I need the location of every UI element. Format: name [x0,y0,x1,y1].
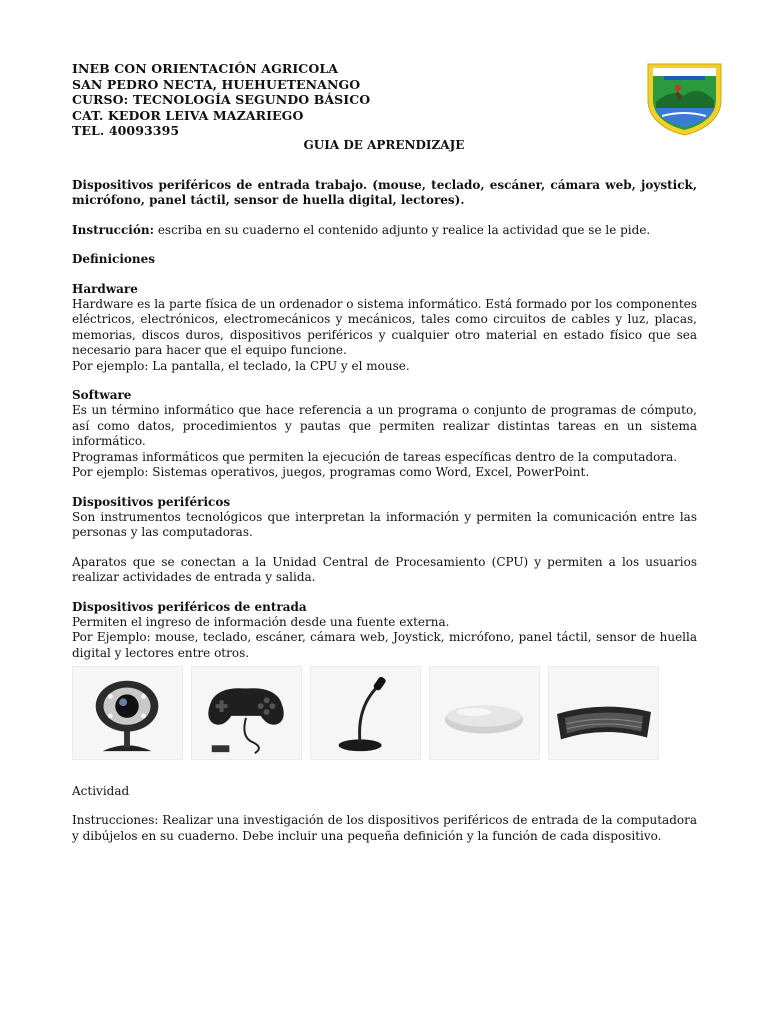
activity-instructions: Instrucciones: Realizar una investigación de los dispositivos periféricos de entrada de la computadora y dibújelos en su cuaderno. Debe incluir una pequeña definición y la función de cada dispositivo. [72,813,697,843]
activity-heading: Actividad [72,784,130,798]
instruction-paragraph [72,223,697,238]
header-line-course: CURSO: TECNOLOGÍA SEGUNDO BÁSICO [72,92,371,107]
document-body [72,178,697,661]
instruction-label: Instrucción: [72,222,155,237]
gamepad-icon [191,666,302,760]
school-crest-icon [642,60,727,137]
peripherals-heading: Dispositivos periféricos [72,494,231,509]
hardware-text: Hardware es la parte física de un ordenador o sistema informático. Está formado por los componentes eléctricos, electrónicos, electromecánicos y mecánicos, tales como circuitos de cables y luz, placas, memorias, discos duros, dispositivos periféricos y cualquier otro material en estado físico que sea necesario para hacer que el equipo funcione. [72,297,697,358]
hardware-heading: Hardware [72,281,138,296]
webcam-icon [72,666,183,760]
input-peripherals-example: Por Ejemplo: mouse, teclado, escáner, cámara web, Joystick, micrófono, panel táctil, sensor de huella digital y lectores entre otros. [72,630,697,660]
software-example: Por ejemplo: Sistemas operativos, juegos, programas como Word, Excel, PowerPoint. [72,465,590,480]
header-line-location: SAN PEDRO NECTA, HUEHUETENANGO [72,76,361,92]
software-text-2: Programas informáticos que permiten la ejecución de tareas específicas dentro de la computadora. [72,449,678,464]
device-photo-gallery [72,664,664,764]
input-peripherals-text: Permiten el ingreso de información desde una fuente externa. [72,614,450,629]
definitions-heading: Definiciones [72,252,156,267]
keyboard-icon [548,666,659,760]
software-heading: Software [72,388,132,403]
mouse-icon [429,666,540,760]
document-title: GUIA DE APRENDIZAJE [303,138,465,152]
header-line-school: INEB CON ORIENTACIÓN AGRICOLA [72,61,339,76]
instruction-text: escriba en su cuaderno el contenido adjunto y realice la actividad que se le pide. [154,222,651,237]
header-line-phone: TEL. 40093395 [72,123,180,138]
peripherals-text-2: Aparatos que se conectan a la Unidad Central de Procesamiento (CPU) y permiten a los usuarios realizar actividades de entrada y salida. [72,554,697,585]
input-peripherals-heading: Dispositivos periféricos de entrada [72,599,307,614]
activity-section [72,784,697,844]
software-text: Es un término informático que hace referencia a un programa o conjunto de programas de cómputo, así como datos, procedimientos y pautas que permiten realizar distintas tareas en un sistema informático. [72,403,697,449]
header-line-teacher: CAT. KEDOR LEIVA MAZARIEGO [72,107,304,123]
peripherals-text: Son instrumentos tecnológicos que interpretan la información y permiten la comunicación entre las personas y las computadoras. [72,509,697,540]
microphone-icon [310,666,421,760]
hardware-example: Por ejemplo: La pantalla, el teclado, la CPU y el mouse. [72,358,410,373]
topic-line: Dispositivos periféricos de entrada trabajo. (mouse, teclado, escáner, cámara web, joystick, micrófono, panel táctil, sensor de huella digital, lectores). [72,178,697,208]
school-header [72,61,492,139]
